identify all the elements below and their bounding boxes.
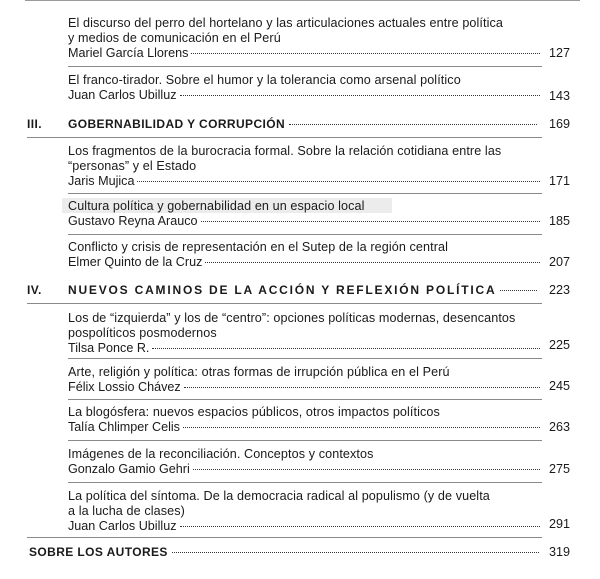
entry-author: Tilsa Ponce R. — [68, 341, 150, 355]
section-page-number: 169 — [548, 117, 570, 131]
entry-page-number: 143 — [548, 89, 570, 103]
entry-page-number: 207 — [548, 255, 570, 269]
section-label: SOBRE LOS AUTORES — [29, 545, 168, 559]
section-separator — [27, 303, 542, 304]
entry-author: Mariel García Llorens — [68, 46, 189, 60]
leader-dots — [191, 52, 540, 54]
entry-title: Los fragmentos de la burocracia formal. Sobre la relación cotidiana entre las — [68, 144, 502, 158]
section-heading-iv[interactable] — [27, 283, 541, 298]
entry-title: Los de “izquierda” y los de “centro”: opciones políticas modernas, desencantos — [68, 311, 516, 325]
entry-author-line — [68, 420, 544, 435]
entry-separator — [68, 193, 542, 194]
toc-entry-izquierda-centro[interactable] — [68, 311, 544, 356]
section-label: GOBERNABILIDAD Y CORRUPCIÓN — [68, 117, 286, 131]
entry-page-number: 291 — [548, 517, 570, 531]
entry-author-line — [68, 341, 544, 356]
entry-page-number: 171 — [548, 174, 570, 188]
section-number: III. — [27, 117, 42, 131]
entry-author-line — [68, 462, 544, 477]
leader-dots — [289, 123, 537, 125]
leader-dots — [172, 551, 539, 553]
entry-title: Arte, religión y política: otras formas de irrupción pública en el Perú — [68, 365, 450, 379]
entry-title-cont: “personas” y el Estado — [68, 159, 197, 173]
entry-author: Jaris Mujica — [68, 174, 135, 188]
entry-title: La política del síntoma. De la democracia radical al populismo (y de vuelta — [68, 489, 490, 503]
entry-title: El discurso del perro del hortelano y las articulaciones actuales entre política — [68, 16, 504, 30]
entry-author-line — [68, 255, 544, 270]
entry-separator — [68, 234, 542, 235]
entry-page-number: 275 — [548, 462, 570, 476]
entry-author-line — [68, 214, 544, 229]
top-rule — [25, 0, 580, 1]
entry-page-number: 263 — [548, 420, 570, 434]
leader-dots — [201, 220, 540, 222]
entry-page-number: 185 — [548, 214, 570, 228]
entry-page-number: 225 — [548, 338, 570, 352]
entry-separator — [68, 399, 542, 400]
entry-title-cont: y medios de comunicación en el Perú — [68, 31, 281, 45]
entry-author-line — [68, 519, 544, 534]
leader-dots — [180, 525, 541, 527]
leader-dots — [183, 426, 540, 428]
entry-page-number: 245 — [548, 379, 570, 393]
leader-dots — [193, 468, 540, 470]
toc-entry-politica-sintoma[interactable] — [68, 489, 544, 534]
entry-author: Elmer Quinto de la Cruz — [68, 255, 203, 269]
leader-dots — [205, 261, 540, 263]
entry-separator — [68, 440, 542, 441]
section-separator — [27, 137, 542, 138]
entry-title-cont: pospolíticos posmodernos — [68, 326, 217, 340]
leader-dots — [184, 386, 540, 388]
section-number: IV. — [27, 283, 42, 297]
entry-author: Félix Lossio Chávez — [68, 380, 181, 394]
entry-separator — [68, 66, 542, 67]
toc-entry-conflicto-sutep[interactable] — [68, 240, 544, 270]
section-heading-iii[interactable] — [27, 117, 541, 132]
leader-dots — [152, 347, 540, 349]
toc-entry-fragmentos-burocracia[interactable] — [68, 144, 544, 189]
entry-page-number: 127 — [548, 46, 570, 60]
entry-title: Cultura política y gobernabilidad en un espacio local — [68, 199, 365, 213]
entry-author: Juan Carlos Ubilluz — [68, 519, 177, 533]
toc-entry-perro-del-hortelano[interactable] — [68, 16, 544, 61]
entry-author-line — [68, 174, 544, 189]
entry-title: Conflicto y crisis de representación en el Sutep de la región central — [68, 240, 449, 254]
entry-author-line — [68, 88, 544, 103]
toc-entry-arte-religion[interactable] — [68, 365, 544, 395]
entry-author-line — [68, 46, 544, 61]
section-label: NUEVOS CAMINOS DE LA ACCIÓN Y REFLEXIÓN POLÍTICA — [68, 283, 497, 297]
entry-author: Gonzalo Gamio Gehri — [68, 462, 190, 476]
section-page-number: 319 — [548, 545, 570, 559]
section-separator — [27, 537, 542, 538]
toc-entry-cultura-politica[interactable] — [68, 199, 544, 229]
entry-title: Imágenes de la reconciliación. Conceptos y contextos — [68, 447, 374, 461]
toc-entry-franco-tirador[interactable] — [68, 73, 544, 103]
entry-title: El franco-tirador. Sobre el humor y la tolerancia como arsenal político — [68, 73, 461, 87]
entry-title: La blogósfera: nuevos espacios públicos, otros impactos políticos — [68, 405, 440, 419]
leader-dots — [137, 180, 540, 182]
entry-author: Gustavo Reyna Arauco — [68, 214, 198, 228]
leader-dots — [180, 94, 541, 96]
toc-entry-blogosfera[interactable] — [68, 405, 544, 435]
entry-author: Juan Carlos Ubilluz — [68, 88, 177, 102]
entry-author-line — [68, 380, 544, 395]
entry-title-cont: a la lucha de clases) — [68, 504, 185, 518]
entry-separator — [68, 358, 542, 359]
section-page-number: 223 — [548, 283, 570, 297]
entry-separator — [68, 482, 542, 483]
entry-author: Talía Chlimper Celis — [68, 420, 180, 434]
toc-entry-imagenes-reconciliacion[interactable] — [68, 447, 544, 477]
section-heading-authors[interactable] — [29, 545, 543, 560]
